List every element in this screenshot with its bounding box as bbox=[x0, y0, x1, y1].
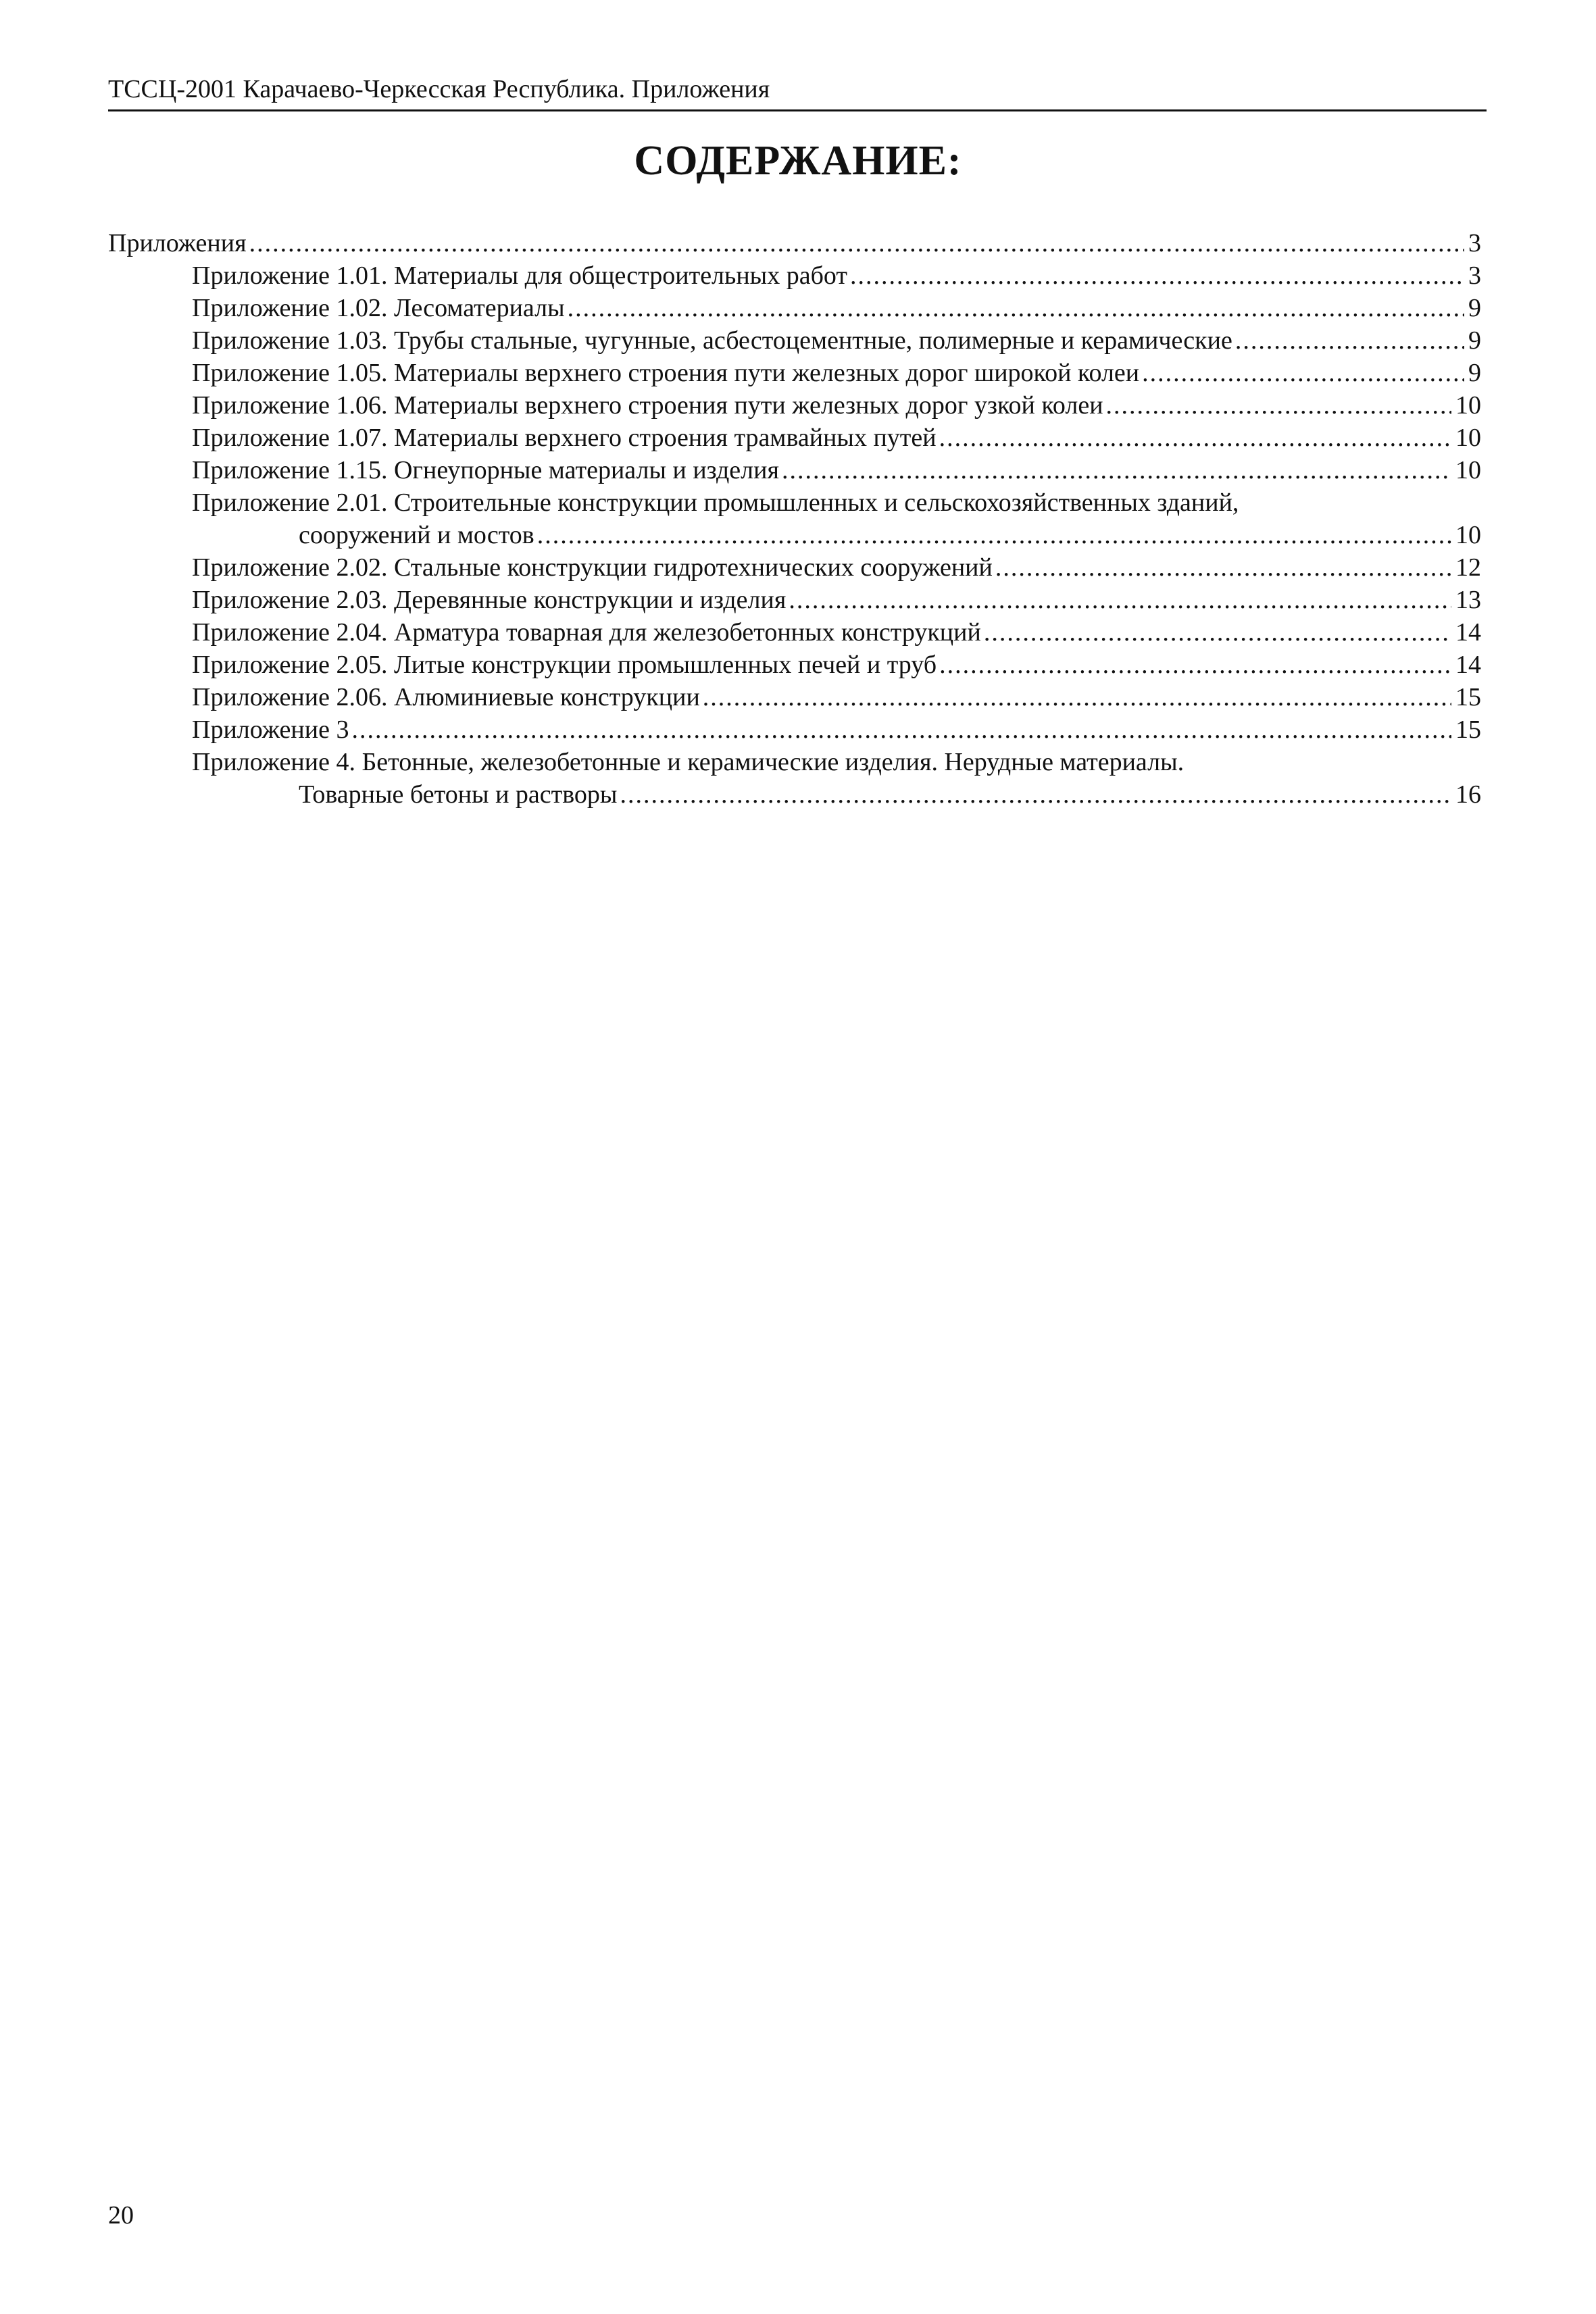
toc-entry-title-continuation: сооружений и мостов bbox=[299, 521, 534, 549]
dot-leader bbox=[249, 227, 1464, 259]
toc-entry-title: Приложение 2.06. Алюминиевые конструкции bbox=[192, 683, 700, 711]
toc-entry[interactable] bbox=[108, 454, 1481, 486]
toc-entry[interactable] bbox=[108, 389, 1481, 422]
dot-leader bbox=[537, 519, 1451, 551]
toc-entry-page: 9 bbox=[1468, 294, 1481, 322]
toc-entry-title: Приложение 2.04. Арматура товарная для железобетонных конструкций bbox=[192, 618, 981, 647]
toc-entry-page: 9 bbox=[1468, 359, 1481, 387]
dot-leader bbox=[1235, 324, 1464, 357]
page-number: 20 bbox=[108, 2201, 134, 2230]
toc-entry-page: 10 bbox=[1455, 456, 1481, 484]
toc-entry[interactable] bbox=[108, 324, 1481, 357]
toc-entry-title: Приложение 1.05. Материалы верхнего строения пути железных дорог широкой колеи bbox=[192, 359, 1140, 387]
toc-entry[interactable] bbox=[108, 649, 1481, 681]
toc-entry[interactable] bbox=[108, 746, 1481, 811]
toc-entry-title: Приложение 1.07. Материалы верхнего строения трамвайных путей bbox=[192, 424, 937, 452]
running-header bbox=[108, 73, 1487, 111]
toc-entry-title: Приложение 1.02. Лесоматериалы bbox=[192, 294, 565, 322]
toc-entry-title: Приложение 1.03. Трубы стальные, чугунные, асбестоцементные, полимерные и керамические bbox=[192, 326, 1232, 355]
dot-leader bbox=[939, 649, 1451, 681]
toc-entry[interactable] bbox=[108, 584, 1481, 616]
toc-entry-page: 13 bbox=[1455, 586, 1481, 614]
toc-entry[interactable] bbox=[108, 616, 1481, 649]
toc-entry[interactable] bbox=[108, 259, 1481, 292]
dot-leader bbox=[1106, 389, 1451, 422]
dot-leader bbox=[351, 713, 1451, 746]
table-of-contents bbox=[108, 227, 1481, 811]
toc-entry-title-continuation: Товарные бетоны и растворы bbox=[299, 780, 618, 809]
toc-entry-page: 10 bbox=[1455, 391, 1481, 420]
dot-leader bbox=[789, 584, 1451, 616]
toc-entry-page: 9 bbox=[1468, 326, 1481, 355]
toc-entry-page: 3 bbox=[1468, 229, 1481, 257]
toc-entry[interactable] bbox=[108, 713, 1481, 746]
toc-entry[interactable] bbox=[108, 681, 1481, 713]
toc-entry-title: Приложения bbox=[108, 229, 247, 257]
toc-entry-title: Приложение 2.03. Деревянные конструкции и изделия bbox=[192, 586, 787, 614]
toc-entry-title: Приложение 1.15. Огнеупорные материалы и изделия bbox=[192, 456, 779, 484]
dot-leader bbox=[850, 259, 1464, 292]
toc-entry-title: Приложение 1.06. Материалы верхнего строения пути железных дорог узкой колеи bbox=[192, 391, 1103, 420]
page-title: СОДЕРЖАНИЕ: bbox=[634, 138, 962, 184]
toc-entry-page: 10 bbox=[1455, 521, 1481, 549]
toc-entry-page: 10 bbox=[1455, 424, 1481, 452]
toc-entry-title: Приложение 2.05. Литые конструкции промышленных печей и труб bbox=[192, 651, 937, 679]
toc-entry-page: 12 bbox=[1455, 553, 1481, 582]
toc-entry-page: 3 bbox=[1468, 261, 1481, 290]
toc-entry[interactable] bbox=[108, 422, 1481, 454]
toc-entry-title: Приложение 2.02. Стальные конструкции гидротехнических сооружений bbox=[192, 553, 993, 582]
toc-entry-page: 14 bbox=[1455, 651, 1481, 679]
toc-entry-title: Приложение 3 bbox=[192, 715, 349, 744]
toc-entry-title: Приложение 4. Бетонные, железобетонные и керамические изделия. Нерудные материалы. bbox=[192, 748, 1184, 776]
running-header-text: ТССЦ-2001 Карачаево-Черкесская Республика. Приложения bbox=[108, 75, 770, 103]
dot-leader bbox=[984, 616, 1451, 649]
dot-leader bbox=[1142, 357, 1464, 389]
toc-entry-title: Приложение 2.01. Строительные конструкции промышленных и сельскохозяйственных зданий, bbox=[192, 488, 1239, 517]
dot-leader bbox=[782, 454, 1451, 486]
toc-entry[interactable] bbox=[108, 292, 1481, 324]
toc-entry-title: Приложение 1.01. Материалы для общестроительных работ bbox=[192, 261, 848, 290]
dot-leader bbox=[703, 681, 1451, 713]
toc-entry[interactable] bbox=[108, 551, 1481, 584]
header-divider bbox=[108, 109, 1487, 111]
toc-entry[interactable] bbox=[108, 227, 1481, 259]
toc-entry[interactable] bbox=[108, 357, 1481, 389]
dot-leader bbox=[995, 551, 1451, 584]
toc-entry-page: 16 bbox=[1455, 780, 1481, 809]
dot-leader bbox=[939, 422, 1451, 454]
toc-entry-page: 15 bbox=[1455, 715, 1481, 744]
toc-entry-page: 14 bbox=[1455, 618, 1481, 647]
dot-leader bbox=[568, 292, 1464, 324]
toc-entry-page: 15 bbox=[1455, 683, 1481, 711]
dot-leader bbox=[620, 778, 1451, 811]
toc-entry[interactable] bbox=[108, 486, 1481, 551]
